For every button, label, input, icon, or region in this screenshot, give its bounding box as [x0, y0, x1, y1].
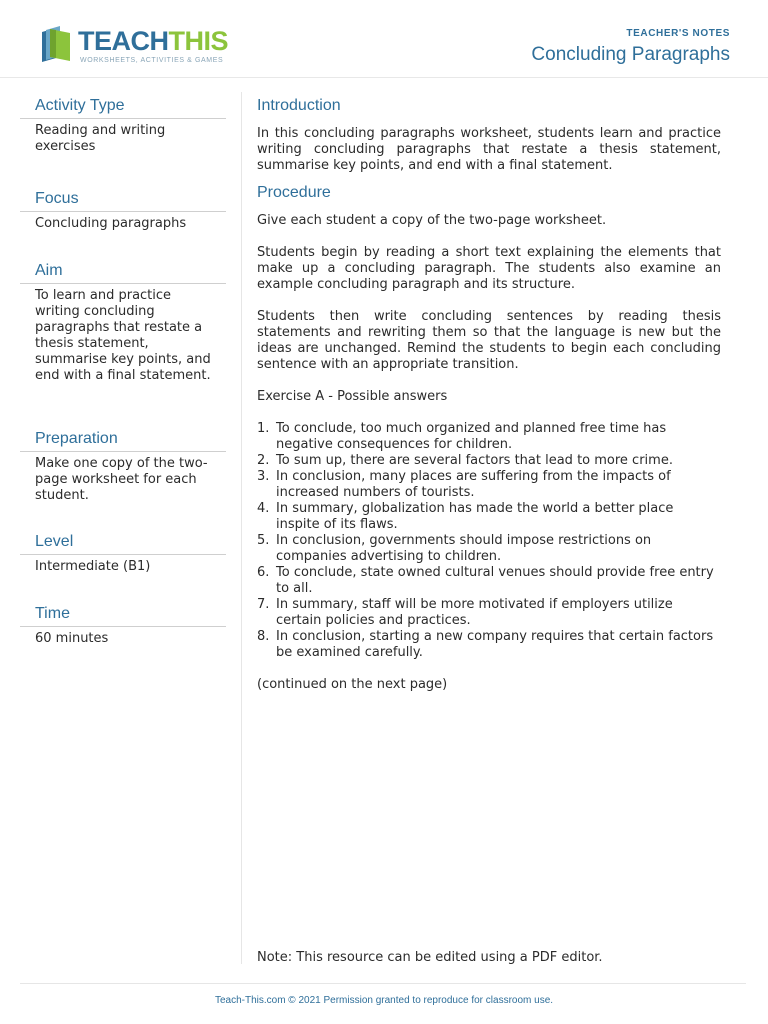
answer-number: 8.	[257, 629, 270, 644]
continued-note: (continued on the next page)	[257, 677, 448, 692]
sidebar-heading: Time	[20, 600, 226, 627]
answer-text: To sum up, there are several factors that lead to more crime.	[276, 453, 673, 468]
list-item	[257, 597, 721, 629]
logo-wordmark	[78, 26, 228, 56]
answer-number: 6.	[257, 565, 270, 580]
footer-divider	[20, 983, 746, 984]
answer-number: 1.	[257, 421, 270, 436]
answer-number: 5.	[257, 533, 270, 548]
sidebar-heading: Focus	[20, 185, 226, 212]
pdf-editor-note: Note: This resource can be edited using a PDF editor.	[257, 950, 603, 965]
procedure-heading: Procedure	[257, 184, 331, 201]
answer-text: To conclude, state owned cultural venues should provide free entry to all.	[276, 565, 714, 596]
sidebar-section-focus	[20, 185, 226, 257]
answer-number: 3.	[257, 469, 270, 484]
sidebar-heading: Level	[20, 528, 226, 555]
answer-list	[257, 421, 721, 661]
answer-number: 4.	[257, 501, 270, 516]
logo-word-teach: TEACH	[78, 26, 169, 56]
sidebar-section-time	[20, 600, 226, 660]
answer-number: 2.	[257, 453, 270, 468]
list-item	[257, 565, 721, 597]
sidebar-body: 60 minutes	[35, 631, 109, 646]
answer-text: In conclusion, governments should impose restrictions on companies advertising to children.	[276, 533, 652, 564]
book-logo-icon	[36, 24, 76, 64]
answer-text: To conclude, too much organized and planned free time has negative consequences for children.	[276, 421, 667, 452]
procedure-paragraph: Students begin by reading a short text explaining the elements that make up a concluding paragraph. The students also examine an example concluding paragraph and its structure.	[257, 245, 721, 292]
sidebar-body: Reading and writing exercises	[35, 123, 166, 154]
answer-number: 7.	[257, 597, 270, 612]
list-item	[257, 453, 721, 469]
answer-text: In summary, globalization has made the world a better place inspite of its flaws.	[276, 501, 674, 532]
answer-text: In conclusion, starting a new company requires that certain factors be examined carefully.	[276, 629, 714, 660]
sidebar-body: To learn and practice writing concluding paragraphs that restate a thesis statement, summarise key points, and end with a final statement.	[35, 288, 211, 383]
logo-tagline: WORKSHEETS, ACTIVITIES & GAMES	[80, 57, 224, 64]
page-header	[0, 0, 768, 78]
list-item	[257, 533, 721, 565]
answer-text: In summary, staff will be more motivated if employers utilize certain policies and practices.	[276, 597, 673, 628]
sidebar-body: Make one copy of the two-page worksheet for each student.	[35, 456, 208, 503]
teach-this-logo	[36, 22, 236, 70]
procedure-paragraph: Students then write concluding sentences by reading thesis statements and rewriting them so that the language is new but the ideas are unchanged. Remind the students to begin each concluding sentence with an appropriate transition.	[257, 309, 721, 372]
exercise-label: Exercise A - Possible answers	[257, 389, 448, 404]
logo-word-this: THIS	[168, 26, 229, 56]
introduction-text: In this concluding paragraphs worksheet, students learn and practice writing concluding paragraphs that restate a thesis statement, summarise key points, and end with a final statement.	[257, 126, 721, 173]
list-item	[257, 469, 721, 501]
page-title: Concluding Paragraphs	[531, 44, 730, 65]
sidebar-section-aim	[20, 257, 226, 425]
sidebar-heading: Aim	[20, 257, 226, 284]
column-divider	[241, 92, 242, 964]
list-item	[257, 421, 721, 453]
answer-text: In conclusion, many places are suffering from the impacts of increased numbers of tourists.	[276, 469, 671, 500]
introduction-heading: Introduction	[257, 97, 341, 114]
main-content	[257, 92, 721, 693]
sidebar	[20, 92, 226, 660]
sidebar-section-activity-type	[20, 92, 226, 185]
teachers-notes-label: TEACHER'S NOTES	[626, 28, 730, 39]
sidebar-section-level	[20, 528, 226, 600]
sidebar-heading: Activity Type	[20, 92, 226, 119]
sidebar-body: Concluding paragraphs	[35, 216, 187, 231]
procedure-paragraph: Give each student a copy of the two-page worksheet.	[257, 213, 607, 228]
sidebar-heading: Preparation	[20, 425, 226, 452]
list-item	[257, 501, 721, 533]
sidebar-section-preparation	[20, 425, 226, 528]
list-item	[257, 629, 721, 661]
sidebar-body: Intermediate (B1)	[35, 559, 151, 574]
footer-copyright: Teach-This.com © 2021 Permission granted to reproduce for classroom use.	[214, 995, 554, 1006]
